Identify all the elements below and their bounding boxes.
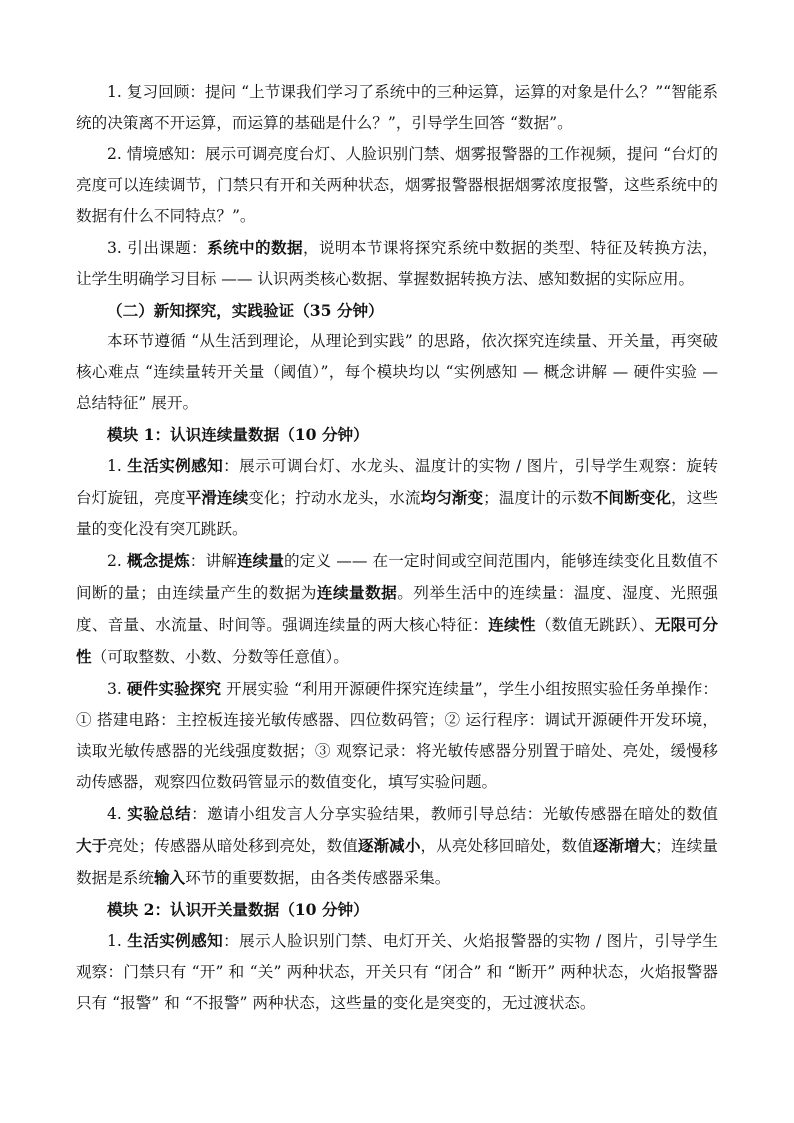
bold-text: 输入: [153, 868, 186, 887]
section-heading: [76, 419, 718, 450]
text-run: ，说明本节课将探究系统中数据的类型、特征及转换方法，让学生明确学习目标 —— 认识两类核心数据、掌握数据转换方法、感知数据的实际应用。: [76, 239, 718, 288]
section-heading: [76, 894, 718, 925]
text-run: ，这些量的变化没有突兀跳跃。: [76, 489, 718, 538]
text-run: 开展实验 “利用开源硬件探究连续量”，学生小组按照实验任务单操作：① 搭建电路：主控板连接光敏传感器、四位数码管；② 运行程序：调试开源硬件开发环境，读取光敏传感器的光线强度数据；③ 观察记录：将光敏传感器分别置于暗处、亮处，缓慢移动传感器，观察四位数码管显示的数值变化，填写实验问题。: [76, 680, 718, 791]
section-heading: [76, 295, 718, 326]
text-run: 1. 复习回顾：提问 “上节课我们学习了系统中的三种运算，运算的对象是什么？”“智能系统的决策离不开运算，而运算的基础是什么？”，引导学生回答 “数据”。: [76, 83, 718, 132]
bold-text: 连续性: [488, 615, 536, 634]
text-run: 环节的重要数据，由各类传感器采集。: [185, 869, 451, 887]
text-run: 1.: [107, 932, 128, 950]
document-body: [76, 77, 718, 1019]
bold-text: 生活实例感知: [127, 456, 224, 475]
body-paragraph: [76, 77, 718, 139]
text-run: （数值无跳跃）、: [535, 616, 655, 634]
body-paragraph: [76, 139, 718, 232]
body-paragraph: [76, 545, 718, 673]
body-paragraph: [76, 326, 718, 419]
bold-text: 平滑连续: [185, 488, 249, 507]
text-run: 2.: [107, 552, 127, 570]
text-run: ，从亮处移回暗处，数值: [420, 837, 593, 855]
bold-text: 硬件实验探究: [126, 679, 222, 698]
bold-text: 概念提炼: [126, 551, 190, 570]
bold-text: 模块 2：认识开关量数据（10 分钟）: [107, 900, 369, 919]
text-run: 3. 引出课题：: [107, 239, 208, 257]
text-run: 2. 情境感知：展示可调亮度台灯、人脸识别门禁、烟雾报警器的工作视频，提问 “台灯的亮度可以连续调节，门禁只有开和关两种状态，烟雾报警器根据烟雾浓度报警，这些系统中的数据有什么不同特点？”。: [76, 145, 718, 225]
text-run: ；连续量数据是系统: [76, 837, 718, 887]
bold-text: 不间断变化: [592, 488, 672, 507]
text-run: 本环节遵循 “从生活到理论，从理论到实践” 的思路，依次探究连续量、开关量，再突破核心难点 “连续量转开关量（阈值）”，每个模块均以 “实例感知 — 概念讲解 — 硬件实验 — 总结特征” 展开。: [76, 332, 718, 412]
text-run: 的定义 —— 在一定时间或空间范围内，能够连续变化且数值不间断的量；由连续量产生的数据为: [76, 552, 718, 602]
text-run: ：讲解: [189, 552, 237, 570]
body-paragraph: [76, 673, 718, 798]
bold-text: 连续量: [236, 551, 285, 570]
text-run: 3.: [107, 680, 127, 698]
text-run: ：展示可调台灯、水龙头、温度计的实物 / 图片，引导学生观察：旋转台灯旋钮，亮度: [76, 457, 718, 507]
bold-text: 连续量数据: [316, 583, 398, 602]
text-run: 4.: [107, 805, 128, 823]
body-paragraph: [76, 925, 718, 1019]
body-paragraph: [76, 450, 718, 545]
text-run: 变化；拧动水龙头，水流: [248, 489, 421, 507]
bold-text: （二）新知探究，实践验证（35 分钟）: [107, 301, 384, 320]
bold-text: 模块 1：认识连续量数据（10 分钟）: [107, 425, 369, 444]
text-run: 亮处；传感器从暗处移到亮处，数值: [107, 837, 358, 855]
text-run: 1.: [107, 457, 128, 475]
text-run: （可取整数、小数、分数等任意值）。: [91, 648, 349, 666]
bold-text: 均匀渐变: [420, 488, 484, 507]
bold-text: 生活实例感知: [127, 931, 224, 950]
text-run: 。列举生活中的连续量：温度、湿度、光照强度、音量、水流量、时间等。强调连续量的两大核心特征：: [76, 584, 718, 634]
bold-text: 逐渐增大: [592, 836, 656, 855]
body-paragraph: [76, 232, 718, 295]
bold-text: 系统中的数据: [207, 238, 303, 257]
bold-text: 实验总结: [127, 804, 192, 823]
bold-text: 无限可分性: [76, 615, 718, 666]
bold-text: 逐渐减小: [357, 836, 421, 855]
body-paragraph: [76, 798, 718, 894]
text-run: ：展示人脸识别门禁、电灯开关、火焰报警器的实物 / 图片，引导学生观察：门禁只有 “开” 和 “关” 两种状态，开关只有 “闭合” 和 “断开” 两种状态，火焰报警器只有 “报警” 和 “不报警” 两种状态，这些量的变化是突变的，无过渡状态。: [76, 932, 718, 1012]
text-run: ：邀请小组发言人分享实验结果，教师引导总结：光敏传感器在暗处的数值: [191, 805, 718, 823]
bold-text: 大于: [76, 836, 108, 855]
text-run: ；温度计的示数: [483, 489, 593, 507]
